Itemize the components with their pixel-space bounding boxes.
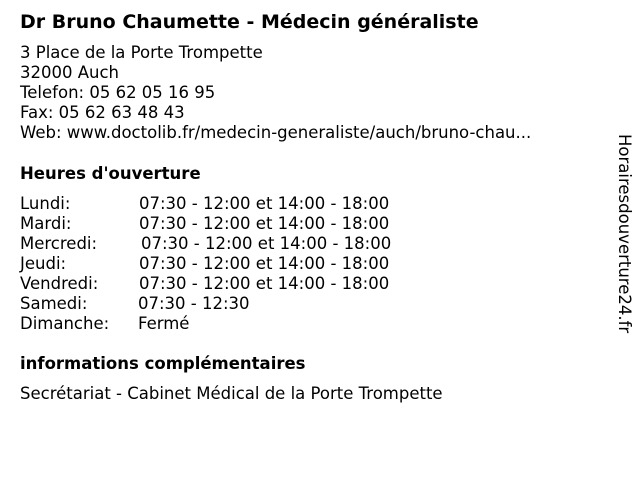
opening-hours-heading: Heures d'ouverture xyxy=(20,164,201,183)
day-label: Dimanche: xyxy=(20,314,110,333)
additional-info-heading: informations complémentaires xyxy=(20,354,306,373)
fax-number: Fax: 05 62 63 48 43 xyxy=(20,103,185,122)
additional-info-text: Secrétariat - Cabinet Médical de la Porte Trompette xyxy=(20,384,443,403)
city: 32000 Auch xyxy=(20,63,120,82)
day-label: Mardi: xyxy=(20,214,72,233)
day-label: Lundi: xyxy=(20,194,71,213)
street-address: 3 Place de la Porte Trompette xyxy=(20,43,263,62)
day-hours: 07:30 - 12:30 xyxy=(138,294,250,313)
day-label: Mercredi: xyxy=(20,234,98,253)
website-link[interactable]: Web: www.doctolib.fr/medecin-generaliste/auch/bruno-chau... xyxy=(20,123,532,142)
contact-block xyxy=(20,43,531,143)
day-hours: 07:30 - 12:00 et 14:00 - 18:00 xyxy=(139,194,390,213)
site-watermark: Horairesdouverture24.fr xyxy=(615,134,634,334)
day-hours: 07:30 - 12:00 et 14:00 - 18:00 xyxy=(139,274,390,293)
day-hours: Fermé xyxy=(138,314,190,333)
day-label: Samedi: xyxy=(20,294,88,313)
day-hours: 07:30 - 12:00 et 14:00 - 18:00 xyxy=(141,234,392,253)
day-hours: 07:30 - 12:00 et 14:00 - 18:00 xyxy=(139,254,390,273)
phone-number: Telefon: 05 62 05 16 95 xyxy=(20,83,216,102)
page-title: Dr Bruno Chaumette - Médecin généraliste xyxy=(20,11,479,33)
day-hours: 07:30 - 12:00 et 14:00 - 18:00 xyxy=(139,214,390,233)
day-label: Jeudi: xyxy=(20,254,67,273)
day-label: Vendredi: xyxy=(20,274,99,293)
